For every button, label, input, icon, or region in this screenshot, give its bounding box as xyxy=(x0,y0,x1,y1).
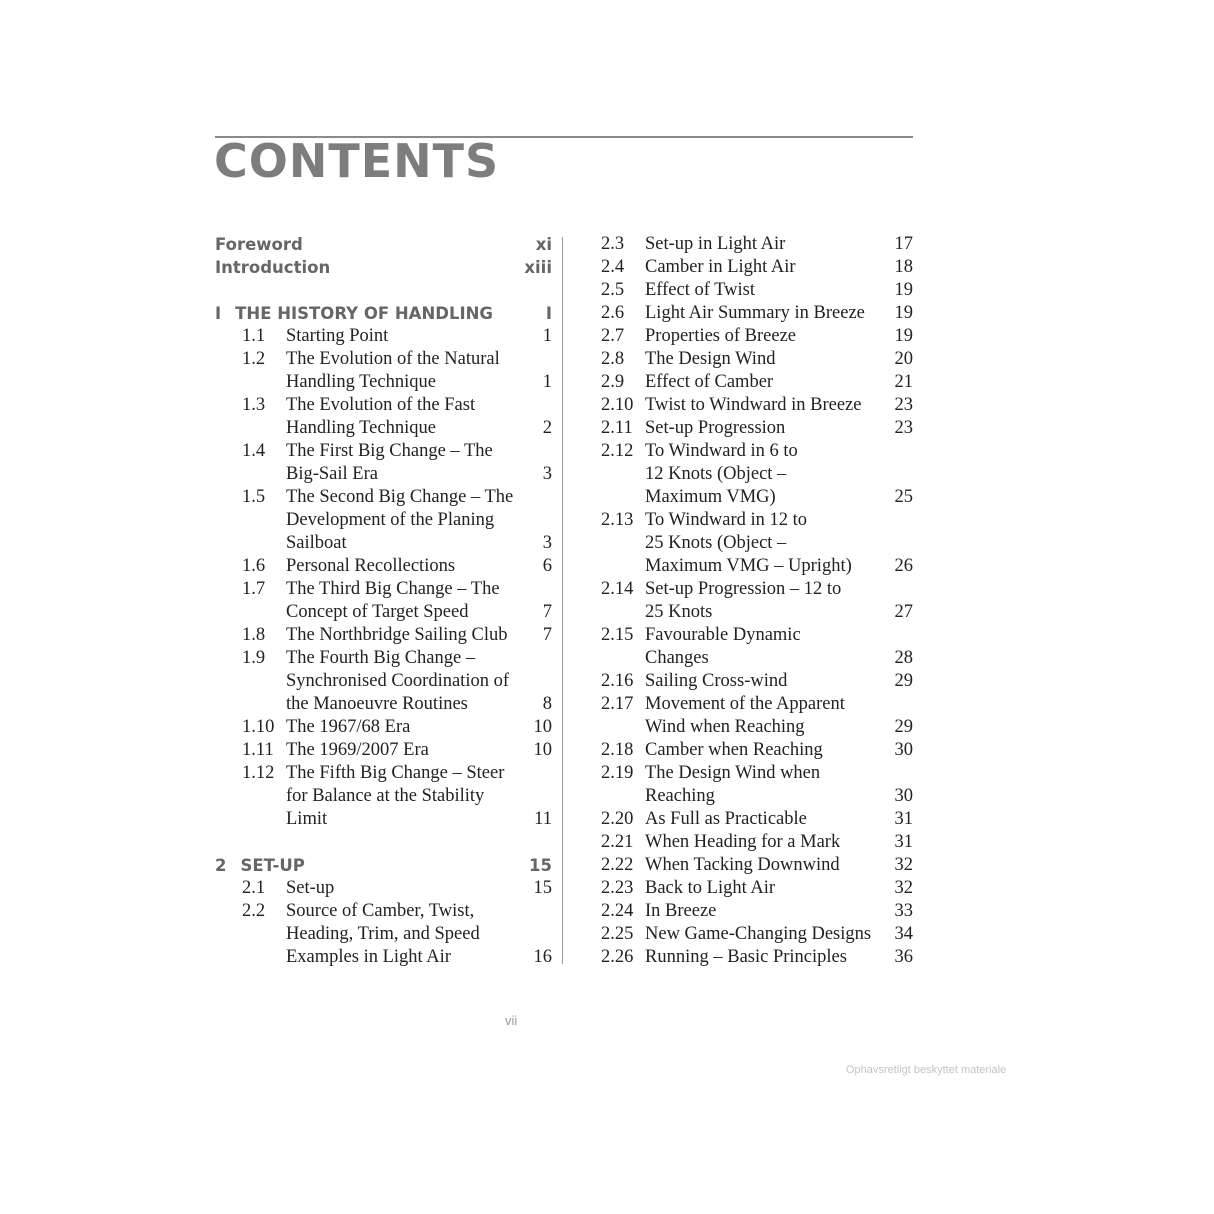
toc-entry xyxy=(601,578,913,624)
section-number xyxy=(242,785,286,808)
section-number: 2.21 xyxy=(601,832,634,852)
page-ref: 20 xyxy=(894,349,913,369)
toc-entry-line xyxy=(601,279,913,302)
section-title: Big-Sail Era xyxy=(286,464,378,484)
toc-entry xyxy=(601,348,913,371)
toc-entry xyxy=(215,578,552,624)
page-ref: 31 xyxy=(894,832,913,852)
toc-entry-line xyxy=(215,647,552,670)
toc-entry-line xyxy=(215,693,552,716)
section-title: Twist to Windward in Breeze xyxy=(645,395,862,415)
section-title: Reaching xyxy=(645,786,715,806)
section-number: 1.6 xyxy=(242,556,266,576)
front-matter-item xyxy=(215,256,552,279)
section-title: Set-up in Light Air xyxy=(645,234,786,254)
toc-entry xyxy=(215,440,552,486)
toc-entry-line xyxy=(601,394,913,417)
section-number: 1.7 xyxy=(242,579,266,599)
toc-entry-line xyxy=(601,371,913,394)
page-ref: 23 xyxy=(894,418,913,438)
section-number: 2.10 xyxy=(601,395,634,415)
page-ref: 30 xyxy=(894,786,913,806)
toc-entry-line xyxy=(601,463,913,486)
section-title: Running – Basic Principles xyxy=(645,947,847,967)
toc-entry-line xyxy=(601,716,913,739)
section-title: Set-up Progression – 12 to xyxy=(645,579,842,599)
toc-entry-line xyxy=(215,762,552,785)
toc-entry xyxy=(601,762,913,808)
toc-entry xyxy=(215,739,552,762)
section-title: the Manoeuvre Routines xyxy=(286,694,468,714)
page-ref: 2 xyxy=(542,418,552,438)
section-title: New Game-Changing Designs xyxy=(645,924,872,944)
section-number: 2.16 xyxy=(601,671,634,691)
section-title: Effect of Twist xyxy=(645,280,756,300)
section-number: 2.8 xyxy=(601,349,625,369)
chapter-label: SET-UP xyxy=(240,856,305,875)
toc-entry-line xyxy=(601,348,913,371)
page-ref: 1 xyxy=(542,372,552,392)
toc-entry-line xyxy=(601,647,913,670)
toc-entry xyxy=(215,624,552,647)
page-ref: 29 xyxy=(894,717,913,737)
page-ref: 27 xyxy=(894,602,913,622)
chapter-page: I xyxy=(545,304,552,323)
section-title: Changes xyxy=(645,648,709,668)
toc-entry xyxy=(215,394,552,440)
toc-entry-line xyxy=(601,854,913,877)
page-ref: 25 xyxy=(894,487,913,507)
section-number: 2.22 xyxy=(601,855,634,875)
toc-entry-line xyxy=(601,302,913,325)
section-number xyxy=(242,509,286,532)
section-number: 2.12 xyxy=(601,441,634,461)
toc-entry-line xyxy=(215,417,552,440)
toc-entry-line xyxy=(215,808,552,831)
toc-entry-line xyxy=(601,486,913,509)
section-number: 2.20 xyxy=(601,809,634,829)
section-number xyxy=(242,670,286,693)
section-title: Starting Point xyxy=(286,326,389,346)
section-number: 2.13 xyxy=(601,510,634,530)
page-ref: 10 xyxy=(533,740,552,760)
page-ref: 33 xyxy=(894,901,913,921)
toc-entry-line xyxy=(215,371,552,394)
front-matter-item xyxy=(215,233,552,256)
section-title: Light Air Summary in Breeze xyxy=(645,303,865,323)
toc-entry xyxy=(601,233,913,256)
toc-entry-line xyxy=(601,417,913,440)
toc-entry-line xyxy=(601,762,913,785)
section-number: 2.6 xyxy=(601,303,625,323)
chapter-number: 2 xyxy=(215,856,227,875)
toc-left-column xyxy=(215,233,552,969)
section-number xyxy=(601,532,645,555)
section-number xyxy=(242,693,286,716)
toc-entry xyxy=(601,854,913,877)
section-number: 2.26 xyxy=(601,947,634,967)
page-ref: 26 xyxy=(894,556,913,576)
page-ref: 16 xyxy=(533,947,552,967)
section-number: 1.11 xyxy=(242,740,274,760)
page-ref: 28 xyxy=(894,648,913,668)
toc-entry-line xyxy=(601,440,913,463)
section-title: When Heading for a Mark xyxy=(645,832,841,852)
toc-entry xyxy=(601,831,913,854)
section-title: The Fifth Big Change – Steer xyxy=(286,763,505,783)
watermark: Ophavsretligt beskyttet materiale xyxy=(846,1064,1007,1076)
toc-entry-line xyxy=(601,946,913,969)
section-title: Movement of the Apparent xyxy=(645,694,845,714)
chapter-heading xyxy=(215,302,552,325)
toc-entry xyxy=(601,509,913,578)
section-number xyxy=(601,647,645,670)
section-number xyxy=(242,532,286,555)
section-title: Concept of Target Speed xyxy=(286,602,469,622)
section-title: Limit xyxy=(286,809,328,829)
section-title: To Windward in 6 to xyxy=(645,441,798,461)
section-number: 2.23 xyxy=(601,878,634,898)
toc-entry xyxy=(601,739,913,762)
section-number: 2.4 xyxy=(601,257,625,277)
section-title: Handling Technique xyxy=(286,372,436,392)
section-title: Properties of Breeze xyxy=(645,326,797,346)
section-title: The Evolution of the Natural xyxy=(286,349,500,369)
toc-entry-line xyxy=(215,440,552,463)
section-number: 2.24 xyxy=(601,901,634,921)
toc-entry-line xyxy=(601,693,913,716)
section-title: Wind when Reaching xyxy=(645,717,805,737)
toc-entry-line xyxy=(601,670,913,693)
toc-entry-line xyxy=(215,532,552,555)
page-ref: 30 xyxy=(894,740,913,760)
section-number xyxy=(242,601,286,624)
toc-entry-line xyxy=(215,877,552,900)
toc-entry xyxy=(215,762,552,831)
section-title: Sailboat xyxy=(286,533,347,553)
section-title: The Northbridge Sailing Club xyxy=(286,625,508,645)
toc-entry xyxy=(601,394,913,417)
section-title: As Full as Practicable xyxy=(645,809,807,829)
toc-entry-line xyxy=(601,578,913,601)
page-ref: 19 xyxy=(894,280,913,300)
section-title: The Third Big Change – The xyxy=(286,579,500,599)
page-ref: 3 xyxy=(542,464,552,484)
section-title: To Windward in 12 to xyxy=(645,510,808,530)
toc-entry-line xyxy=(215,486,552,509)
toc-entry-line xyxy=(601,831,913,854)
toc-entry xyxy=(601,808,913,831)
section-number: 1.9 xyxy=(242,648,266,668)
toc-entry-line xyxy=(601,877,913,900)
toc-entry xyxy=(601,302,913,325)
toc-entry xyxy=(601,417,913,440)
section-title: The Evolution of the Fast xyxy=(286,395,476,415)
page-ref: 17 xyxy=(894,234,913,254)
section-number: 1.1 xyxy=(242,326,266,346)
toc-entry xyxy=(601,670,913,693)
section-title: 25 Knots xyxy=(645,602,713,622)
toc-entry xyxy=(601,256,913,279)
toc-entry-line xyxy=(215,601,552,624)
section-number: 1.10 xyxy=(242,717,275,737)
toc-entry xyxy=(215,555,552,578)
page-ref: 8 xyxy=(542,694,552,714)
section-title: When Tacking Downwind xyxy=(645,855,840,875)
toc-entry-line xyxy=(601,601,913,624)
toc-entry-line xyxy=(601,256,913,279)
page-ref: 29 xyxy=(894,671,913,691)
section-title: The Fourth Big Change – xyxy=(286,648,476,668)
toc-entry xyxy=(601,900,913,923)
section-title: Maximum VMG – Upright) xyxy=(645,556,852,576)
section-title: 12 Knots (Object – xyxy=(645,464,787,484)
section-number: 1.4 xyxy=(242,441,266,461)
section-number: 1.3 xyxy=(242,395,266,415)
page-ref: 36 xyxy=(894,947,913,967)
page-ref: 32 xyxy=(894,878,913,898)
front-matter-label: Introduction xyxy=(215,258,331,277)
section-number: 2.7 xyxy=(601,326,625,346)
section-number: 1.5 xyxy=(242,487,266,507)
section-title: Heading, Trim, and Speed xyxy=(286,924,480,944)
page-ref: 31 xyxy=(894,809,913,829)
section-title: The Second Big Change – The xyxy=(286,487,514,507)
section-number: 1.8 xyxy=(242,625,266,645)
toc-entry xyxy=(601,946,913,969)
toc-entry-line xyxy=(215,624,552,647)
toc-entry-line xyxy=(215,716,552,739)
page-ref: 7 xyxy=(542,625,552,645)
toc-entry-line xyxy=(215,463,552,486)
section-title: 25 Knots (Object – xyxy=(645,533,787,553)
toc-entry xyxy=(601,624,913,670)
page-ref: 21 xyxy=(894,372,913,392)
toc-entry-line xyxy=(215,348,552,371)
toc-entry xyxy=(601,325,913,348)
section-title: Handling Technique xyxy=(286,418,436,438)
section-title: Sailing Cross-wind xyxy=(645,671,788,691)
section-title: Maximum VMG) xyxy=(645,487,776,507)
section-number: 2.17 xyxy=(601,694,634,714)
page-title: CONTENTS xyxy=(214,134,500,188)
section-number xyxy=(601,486,645,509)
section-number: 2.15 xyxy=(601,625,634,645)
page-ref: 6 xyxy=(542,556,552,576)
chapter-heading xyxy=(215,854,552,877)
section-title: Effect of Camber xyxy=(645,372,774,392)
toc-entry xyxy=(215,647,552,716)
section-number: 1.12 xyxy=(242,763,275,783)
section-number xyxy=(242,808,286,831)
toc-entry-line xyxy=(215,739,552,762)
toc-entry-line xyxy=(215,509,552,532)
front-matter-label: Foreword xyxy=(215,235,303,254)
section-number xyxy=(242,463,286,486)
chapter-number: I xyxy=(215,304,222,323)
section-number: 2.25 xyxy=(601,924,634,944)
page-ref: 11 xyxy=(534,809,552,829)
section-number xyxy=(242,946,286,969)
toc-entry-line xyxy=(215,946,552,969)
page-ref: 19 xyxy=(894,326,913,346)
chapter-label: THE HISTORY OF HANDLING xyxy=(235,304,493,323)
toc-entry-line xyxy=(215,555,552,578)
toc-entry xyxy=(215,900,552,969)
section-title: The Design Wind xyxy=(645,349,776,369)
page-ref: 3 xyxy=(542,533,552,553)
section-number xyxy=(242,923,286,946)
page-ref: 23 xyxy=(894,395,913,415)
section-title: Back to Light Air xyxy=(645,878,775,898)
toc-entry xyxy=(215,716,552,739)
chapter-title xyxy=(215,302,493,325)
section-number: 2.5 xyxy=(601,280,625,300)
section-number xyxy=(601,785,645,808)
section-number: 2.3 xyxy=(601,234,625,254)
toc-entry-line xyxy=(215,578,552,601)
section-title: for Balance at the Stability xyxy=(286,786,485,806)
toc-entry xyxy=(601,371,913,394)
toc-entry-line xyxy=(601,923,913,946)
toc-entry-line xyxy=(601,785,913,808)
toc-entry xyxy=(215,877,552,900)
front-matter-page: xi xyxy=(535,235,552,254)
section-number: 2.1 xyxy=(242,878,266,898)
section-number xyxy=(242,417,286,440)
section-title: The 1967/68 Era xyxy=(286,717,411,737)
column-divider xyxy=(562,237,563,964)
section-title: The Design Wind when xyxy=(645,763,821,783)
section-number: 2.19 xyxy=(601,763,634,783)
page-ref: 10 xyxy=(533,717,552,737)
section-title: Set-up xyxy=(286,878,335,898)
section-number: 2.2 xyxy=(242,901,266,921)
toc-entry-line xyxy=(215,785,552,808)
section-title: Examples in Light Air xyxy=(286,947,451,967)
toc-entry xyxy=(601,279,913,302)
toc-entry xyxy=(215,348,552,394)
page-ref: 15 xyxy=(533,878,552,898)
section-title: Favourable Dynamic xyxy=(645,625,801,645)
toc-entry-line xyxy=(601,624,913,647)
toc-entry xyxy=(215,486,552,555)
toc-entry-line xyxy=(601,739,913,762)
section-number: 2.11 xyxy=(601,418,633,438)
toc-entry xyxy=(601,877,913,900)
section-number xyxy=(601,463,645,486)
chapter-title xyxy=(215,854,305,877)
section-number: 2.9 xyxy=(601,372,625,392)
section-title: Camber in Light Air xyxy=(645,257,796,277)
toc-entry-line xyxy=(601,532,913,555)
section-title: In Breeze xyxy=(645,901,717,921)
section-title: Set-up Progression xyxy=(645,418,786,438)
section-number xyxy=(242,371,286,394)
section-number: 2.14 xyxy=(601,579,634,599)
toc-entry xyxy=(601,923,913,946)
toc-entry-line xyxy=(601,325,913,348)
toc-entry-line xyxy=(215,900,552,923)
toc-entry-line xyxy=(215,923,552,946)
section-title: The First Big Change – The xyxy=(286,441,493,461)
section-title: Personal Recollections xyxy=(286,556,456,576)
page-number: vii xyxy=(505,1013,518,1028)
section-number xyxy=(601,555,645,578)
chapter-page: 15 xyxy=(529,856,552,875)
toc-right-column xyxy=(601,233,913,969)
toc-entry-line xyxy=(601,233,913,256)
page-ref: 32 xyxy=(894,855,913,875)
toc-entry-line xyxy=(601,808,913,831)
page-ref: 7 xyxy=(542,602,552,622)
page-ref: 1 xyxy=(542,326,552,346)
section-number: 2.18 xyxy=(601,740,634,760)
section-number xyxy=(601,601,645,624)
toc-entry xyxy=(215,325,552,348)
toc-entry-line xyxy=(215,394,552,417)
section-title: Source of Camber, Twist, xyxy=(286,901,475,921)
section-number: 1.2 xyxy=(242,349,266,369)
toc-entry-line xyxy=(601,509,913,532)
page-ref: 34 xyxy=(894,924,913,944)
toc-entry-line xyxy=(601,900,913,923)
toc-entry-line xyxy=(601,555,913,578)
section-number xyxy=(601,716,645,739)
page-ref: 19 xyxy=(894,303,913,323)
section-title: Camber when Reaching xyxy=(645,740,823,760)
front-matter-page: xiii xyxy=(524,258,552,277)
section-title: Synchronised Coordination of xyxy=(286,671,510,691)
toc-entry-line xyxy=(215,325,552,348)
page-ref: 18 xyxy=(894,257,913,277)
toc-entry xyxy=(601,440,913,509)
toc-entry xyxy=(601,693,913,739)
toc-entry-line xyxy=(215,670,552,693)
section-title: The 1969/2007 Era xyxy=(286,740,429,760)
section-title: Development of the Planing xyxy=(286,510,495,530)
